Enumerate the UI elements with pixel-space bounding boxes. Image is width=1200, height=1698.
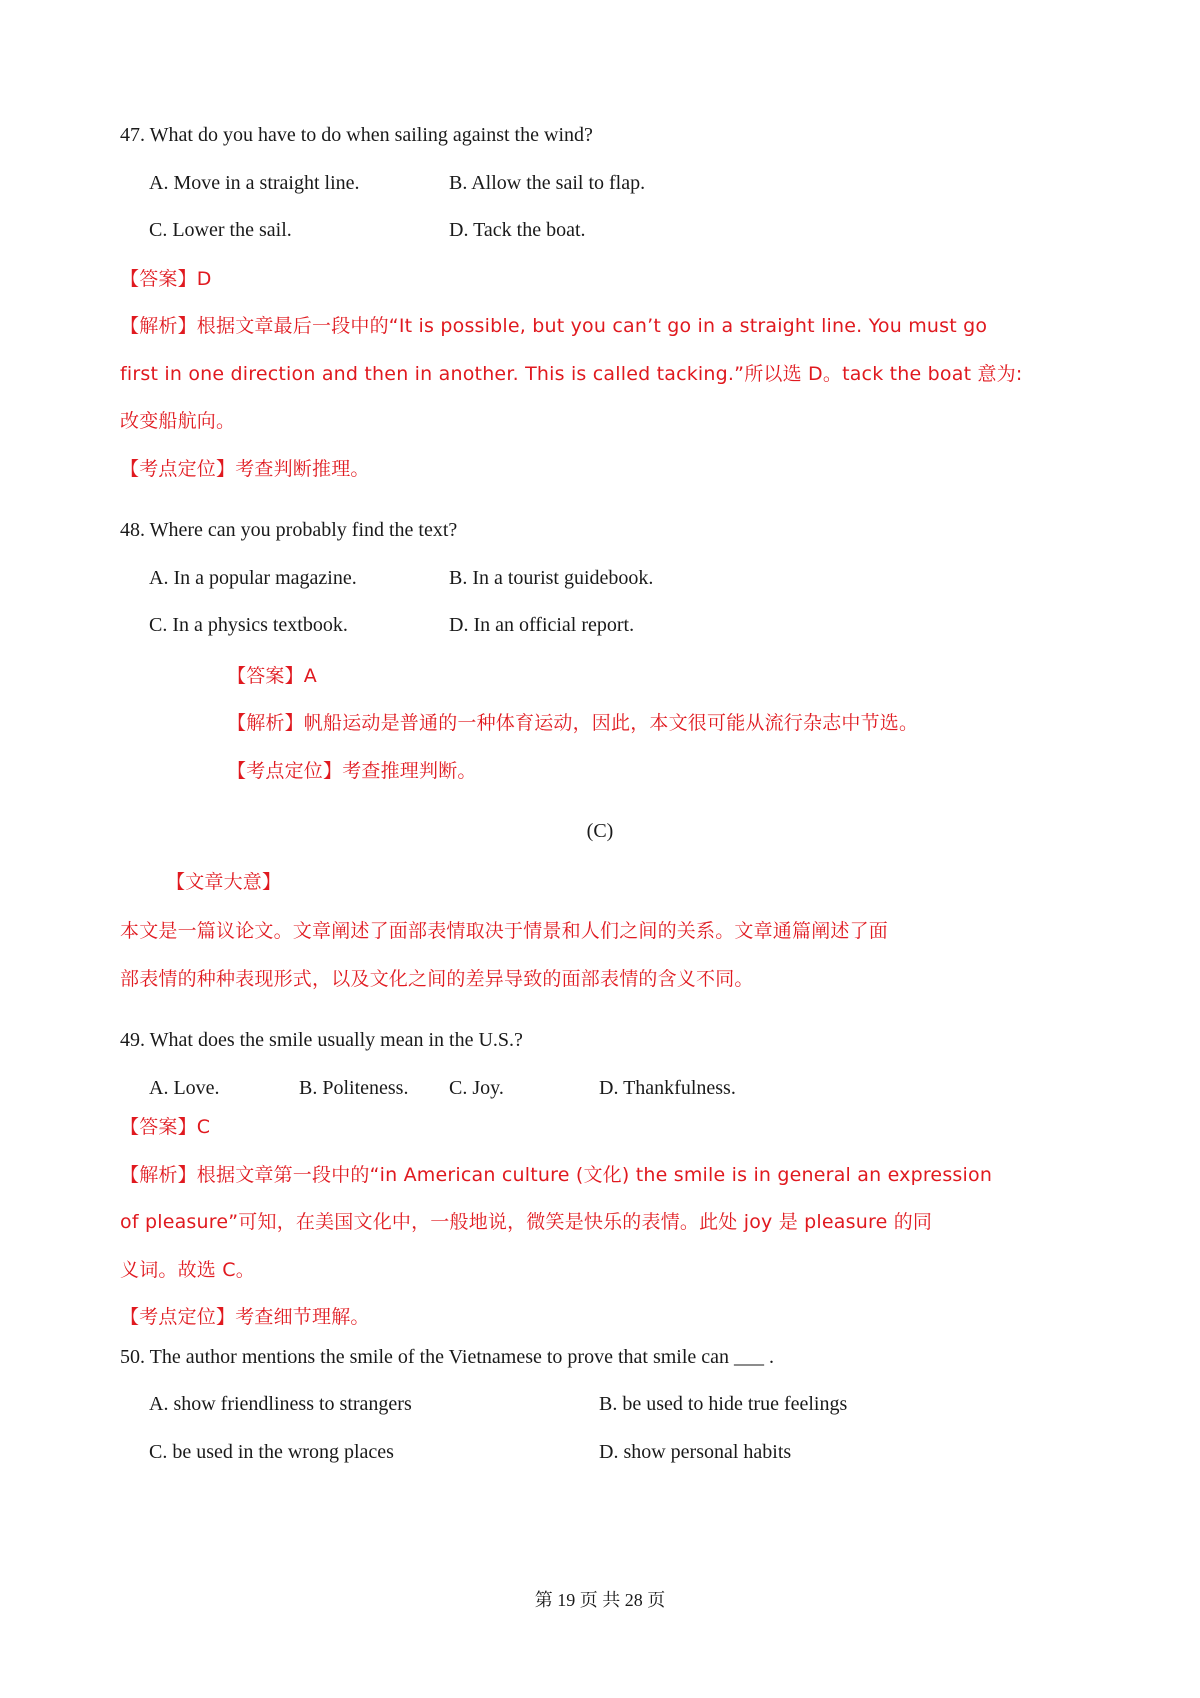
q47-point: 【考点定位】考查判断推理。 [120,458,370,480]
q50-option-b: B. be used to hide true feelings [599,1393,848,1415]
q47-answer: 【答案】D [120,268,212,290]
section-c-summary-line-1: 本文是一篇议论文。文章阐述了面部表情取决于情景和人们之间的关系。文章通篇阐述了面 [120,920,889,942]
q48-analysis: 【解析】帆船运动是普通的一种体育运动，因此，本文很可能从流行杂志中节选。 [227,712,919,734]
q49-option-d: D. Thankfulness. [599,1077,736,1099]
section-c-summary-line-2: 部表情的种种表现形式，以及文化之间的差异导致的面部表情的含义不同。 [120,968,754,990]
q49-analysis-line-1: 【解析】根据文章第一段中的“in American culture (文化) the smile is in general an expression [120,1164,993,1186]
q47-analysis-line-1: 【解析】根据文章最后一段中的“It is possible, but you can’t go in a straight line. You must go [120,315,988,337]
q48-option-b: B. In a tourist guidebook. [449,567,654,589]
q48-answer: 【答案】A [227,665,317,687]
section-c-heading: 【文章大意】 [166,871,282,893]
question-50: 50. The author mentions the smile of the Vietnamese to prove that smile can ___ . [120,1346,775,1368]
q48-option-c: C. In a physics textbook. [149,614,348,636]
q49-option-c: C. Joy. [449,1077,504,1099]
q49-analysis-line-2: of pleasure”可知，在美国文化中，一般地说，微笑是快乐的表情。此处 joy 是 pleasure 的同 [120,1211,933,1233]
page-number-footer: 第 19 页 共 28 页 [534,1590,666,1610]
q50-option-d: D. show personal habits [599,1441,792,1463]
q47-analysis-line-3: 改变船航向。 [120,410,236,432]
q49-option-a: A. Love. [149,1077,220,1099]
q47-option-a: A. Move in a straight line. [149,172,360,194]
q50-option-a: A. show friendliness to strangers [149,1393,412,1415]
q47-option-b: B. Allow the sail to flap. [449,172,646,194]
question-47: 47. What do you have to do when sailing against the wind? [120,124,593,146]
question-48: 48. Where can you probably find the text? [120,519,458,541]
q47-option-d: D. Tack the boat. [449,219,586,241]
section-c-label: (C) [586,820,614,842]
q49-option-b: B. Politeness. [299,1077,409,1099]
question-49: 49. What does the smile usually mean in the U.S.? [120,1029,523,1051]
q49-analysis-line-3: 义词。故选 C。 [120,1259,255,1281]
q47-analysis-line-2: first in one direction and then in another. This is called tacking.”所以选 D。tack the boat 意为: [120,363,1023,385]
q47-option-c: C. Lower the sail. [149,219,292,241]
q48-option-d: D. In an official report. [449,614,635,636]
q48-point: 【考点定位】考查推理判断。 [227,760,477,782]
q48-option-a: A. In a popular magazine. [149,567,357,589]
q50-option-c: C. be used in the wrong places [149,1441,394,1463]
q49-point: 【考点定位】考查细节理解。 [120,1306,370,1328]
q49-answer: 【答案】C [120,1116,211,1138]
